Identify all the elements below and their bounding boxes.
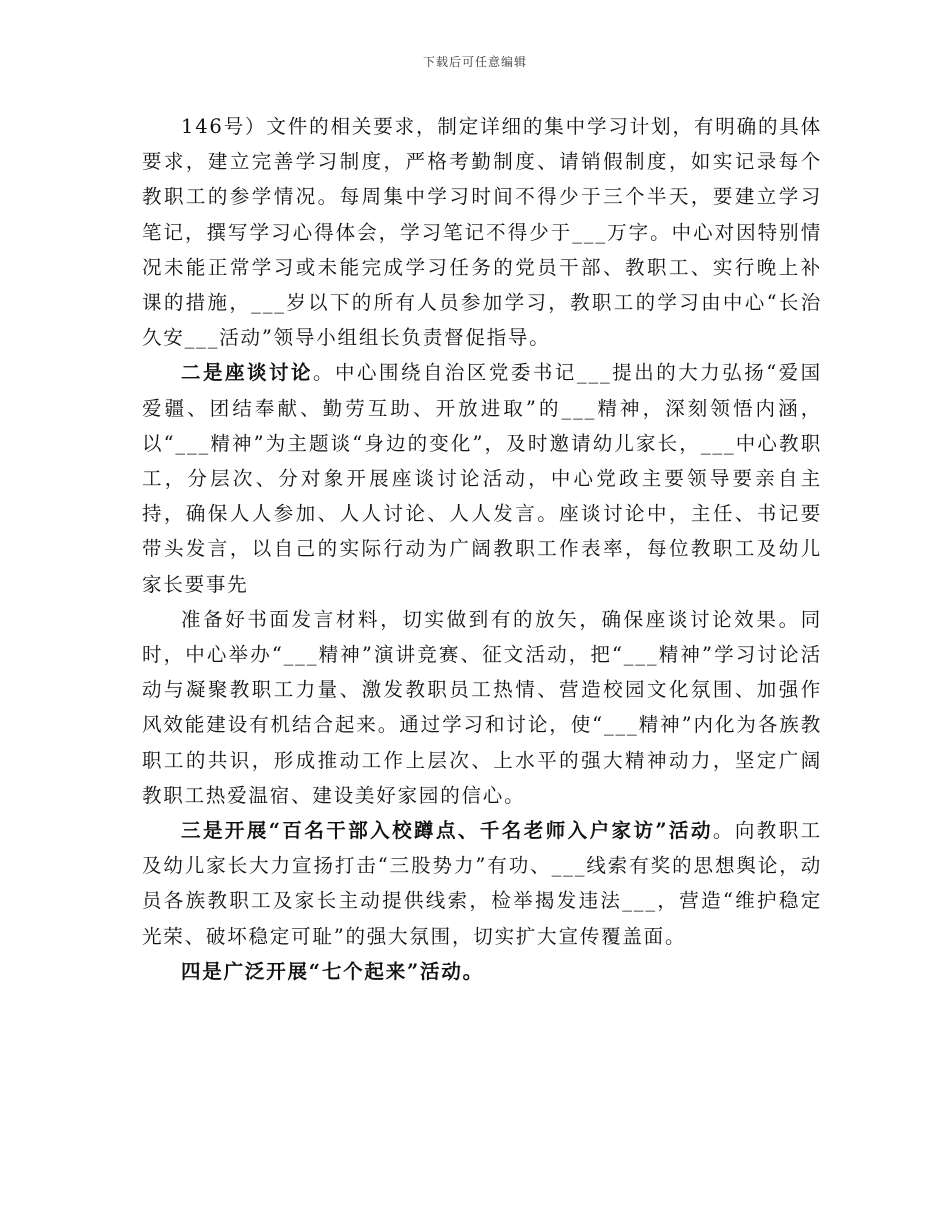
- paragraph-4-text: 。向教职工及幼儿家长大力宣扬打击“三股势力”有功、___线索有奖的思想舆论，动员各族教职工及家长主动提供线索，检举揭发违法___，营造“维护稳定光荣、破坏稳定可耻”的强大氛围，切实扩大宣传覆盖面。: [142, 819, 822, 948]
- paragraph-2: [142, 355, 822, 601]
- paragraph-3-text: 准备好书面发言材料，切实做到有的放矢，确保座谈讨论效果。同时，中心举办“___精神”演讲竞赛、征文活动，把“___精神”学习讨论活动与凝聚教职工力量、激发教职员工热情、营造校园文化氛围、加强作风效能建设有机结合起来。通过学习和讨论，使“___精神”内化为各族教职工的共识，形成推动工作上层次、上水平的强大精神动力，坚定广阔教职工热爱温宿、建设美好家园的信心。: [142, 607, 822, 807]
- paragraph-3: [142, 602, 822, 813]
- document-body: [142, 109, 822, 989]
- paragraph-2-text: 。中心围绕自治区党委书记___提出的大力弘扬“爱国爱疆、团结奉献、勤劳互助、开放进取”的___精神，深刻领悟内涵，以“___精神”为主题谈“身边的变化”，及时邀请幼儿家长，___中心教职工，分层次、分对象开展座谈讨论活动，中心党政主要领导要亲自主持，确保人人参加、人人讨论、人人发言。座谈讨论中，主任、书记要带头发言，以自己的实际行动为广阔教职工作表率，每位教职工及幼儿家长要事先: [142, 361, 822, 596]
- paragraph-4: [142, 813, 822, 954]
- paragraph-4-lead: 三是开展“百名干部入校蹲点、千名老师入户家访”活动: [181, 819, 713, 843]
- paragraph-1-text: 146号）文件的相关要求，制定详细的集中学习计划，有明确的具体要求，建立完善学习制度，严格考勤制度、请销假制度，如实记录每个教职工的参学情况。每周集中学习时间不得少于三个半天，要建立学习笔记，撰写学习心得体会，学习笔记不得少于___万字。中心对因特别情况未能正常学习或未能完成学习任务的党员干部、教职工、实行晚上补课的措施，___岁以下的所有人员参加学习，教职工的学习由中心“长治久安___活动”领导小组组长负责督促指导。: [142, 115, 822, 350]
- page-header-note: 下载后可任意编辑: [422, 55, 527, 69]
- paragraph-1: [142, 109, 822, 355]
- paragraph-2-lead: 二是座谈讨论: [181, 361, 313, 385]
- paragraph-5-lead: 四是广泛开展“七个起来”活动。: [181, 959, 484, 983]
- paragraph-5: [142, 954, 822, 989]
